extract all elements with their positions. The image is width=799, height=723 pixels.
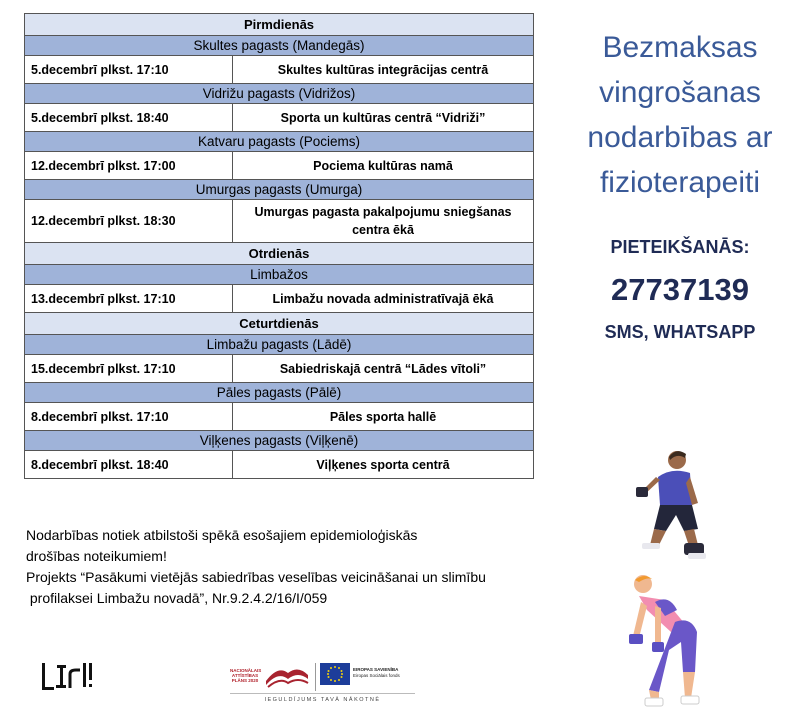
session-venue: Pociema kultūras namā: [233, 152, 534, 180]
day-header: Otrdienās: [25, 243, 534, 265]
session-venue: Limbažu novada administratīvajā ēkā: [233, 285, 534, 313]
session-time: 13.decembrī plkst. 17:10: [25, 285, 233, 313]
parish-name: Skultes pagasts (Mandegās): [25, 36, 534, 56]
session-row: [25, 56, 534, 84]
session-row: [25, 104, 534, 132]
session-row: [25, 200, 534, 243]
eu-slogan: IEGULDĪJUMS TAVĀ NĀKOTNĒ: [264, 697, 381, 703]
session-row: [25, 152, 534, 180]
parish-row: [25, 335, 534, 355]
session-time: 8.decembrī plkst. 18:40: [25, 451, 233, 479]
session-venue: Skultes kultūras integrācijas centrā: [233, 56, 534, 84]
schedule-table: [24, 13, 534, 479]
title-line: fizioterapeiti: [599, 166, 761, 199]
parish-name: Limbažos: [25, 265, 534, 285]
day-header: Pirmdienās: [25, 14, 534, 36]
day-header-row: [25, 313, 534, 335]
note-line: profilaksei Limbažu novadā”, Nr.9.2.4.2/16/I/059: [26, 590, 328, 606]
title-line: nodarbības ar: [587, 121, 773, 154]
session-venue: Viļķenes sporta centrā: [233, 451, 534, 479]
npa-logo-text: NACIONĀLAIS ATTĪSTĪBAS PLĀNS 2020: [230, 668, 262, 683]
parish-name: Viļķenes pagasts (Viļķenē): [25, 431, 534, 451]
session-venue: Sabiedriskajā centrā “Lādes vītoli”: [233, 355, 534, 383]
session-venue: Umurgas pagasta pakalpojumu sniegšanas centra ēkā: [233, 200, 534, 243]
note-line: Nodarbības notiek atbilstoši spēkā esošajiem epidemioloģiskās: [26, 527, 418, 543]
npa-emblem-icon: [264, 663, 310, 691]
parish-name: Katvaru pagasts (Pociems): [25, 132, 534, 152]
logo-divider: [315, 663, 316, 691]
session-time: 12.decembrī plkst. 18:30: [25, 200, 233, 243]
parish-name: Pāles pagasts (Pālē): [25, 383, 534, 403]
note-line: drošības noteikumiem!: [26, 548, 167, 564]
session-venue: Pāles sporta hallē: [233, 403, 534, 431]
man-exercise-illustration: [632, 447, 712, 562]
eu-label: EIROPAS SAVIENĪBA: [353, 667, 399, 672]
logo-rule: [230, 693, 415, 694]
eu-flag-icon: [320, 663, 350, 685]
parish-name: Vidrižu pagasts (Vidrižos): [25, 84, 534, 104]
eu-fund-label: Eiropas Sociālais fonds: [353, 673, 400, 678]
parish-name: Umurgas pagasts (Umurga): [25, 180, 534, 200]
parish-name: Limbažu pagasts (Lādē): [25, 335, 534, 355]
session-time: 5.decembrī plkst. 17:10: [25, 56, 233, 84]
page-title: [575, 25, 785, 205]
note-line: Projekts “Pasākumi vietējās sabiedrības veselības veicināšanai un slimību: [26, 569, 486, 585]
session-row: [25, 355, 534, 383]
signup-label: PIETEIKŠANĀS:: [610, 237, 750, 257]
parish-row: [25, 383, 534, 403]
parish-row: [25, 84, 534, 104]
title-line: Bezmaksas: [602, 31, 758, 64]
session-row: [25, 285, 534, 313]
parish-row: [25, 180, 534, 200]
parish-row: [25, 431, 534, 451]
title-line: vingrošanas: [599, 76, 761, 109]
day-header: Ceturtdienās: [25, 313, 534, 335]
session-time: 15.decembrī plkst. 17:10: [25, 355, 233, 383]
signup-phone: 27737139: [611, 272, 749, 307]
session-row: [25, 403, 534, 431]
notes: [26, 525, 566, 609]
session-venue: Sporta un kultūras centrā “Vidriži”: [233, 104, 534, 132]
municipality-logo: [40, 662, 98, 692]
partner-logos: [230, 660, 415, 710]
session-time: 12.decembrī plkst. 17:00: [25, 152, 233, 180]
session-row: [25, 451, 534, 479]
eu-logo-text: [353, 667, 413, 679]
parish-row: [25, 265, 534, 285]
parish-row: [25, 36, 534, 56]
session-time: 5.decembrī plkst. 18:40: [25, 104, 233, 132]
parish-row: [25, 132, 534, 152]
day-header-row: [25, 243, 534, 265]
day-header-row: [25, 14, 534, 36]
session-time: 8.decembrī plkst. 17:10: [25, 403, 233, 431]
signup-channels: SMS, WHATSAPP: [604, 322, 756, 342]
woman-exercise-illustration: [625, 572, 715, 712]
